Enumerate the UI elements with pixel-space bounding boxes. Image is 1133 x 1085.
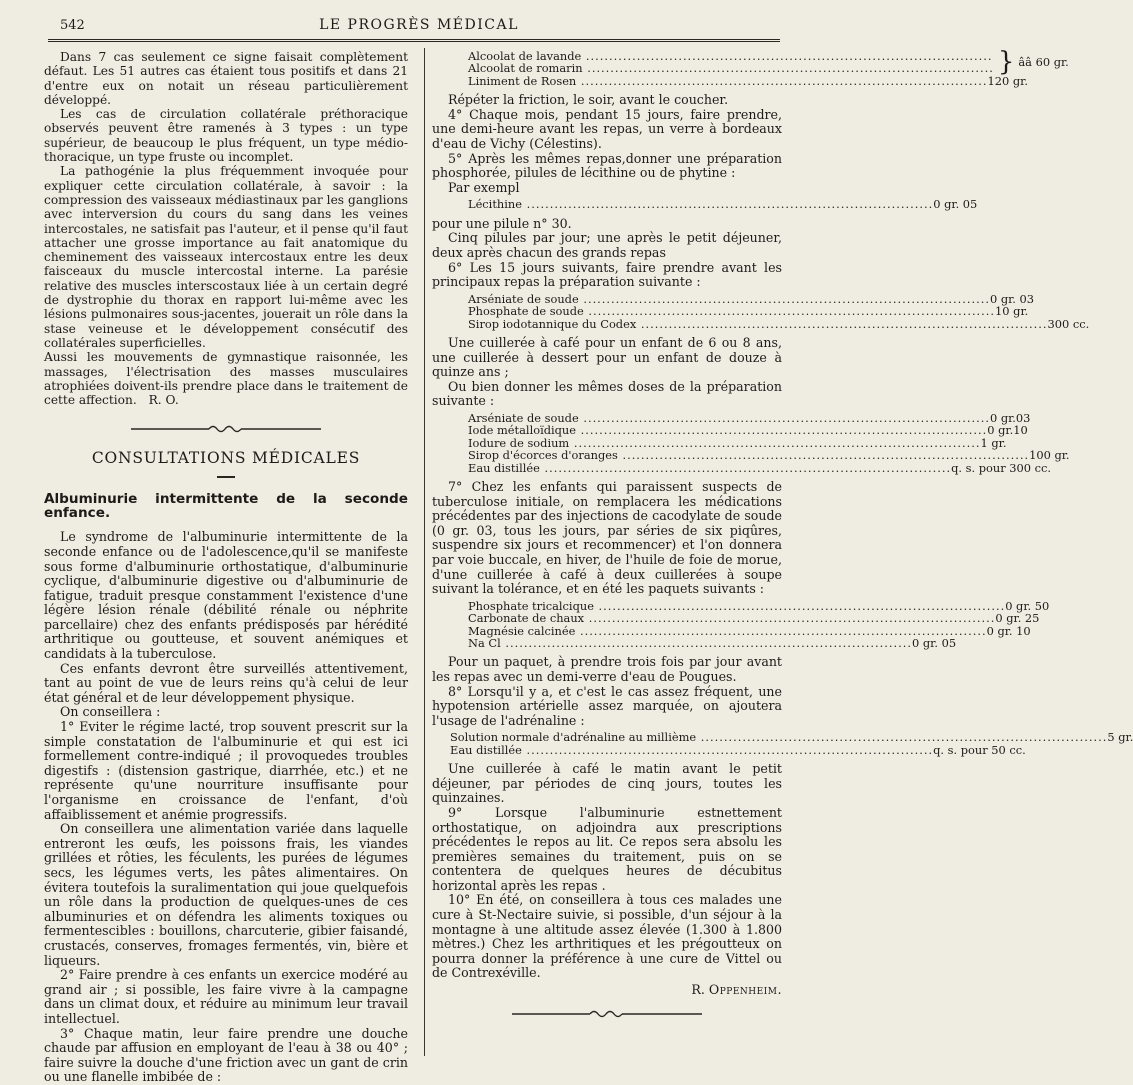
prescription-block <box>450 730 1133 757</box>
intro-paragraph: Aussi les mouvements de gymnastique raisonnée, les massages, l'électrisation des masses musculaires atrophiées doivent-ils prendre place dans le traitement de cette affection. <box>44 350 408 408</box>
prescription-row: Carbonate de chaux ..... 0 gr. 25 <box>468 612 782 624</box>
prescription-item: Alcoolat de lavande ..... <box>468 50 994 62</box>
header-rule <box>48 39 780 42</box>
prescription-item: Alcoolat de romarin ..... <box>468 62 994 74</box>
article-paragraph: Le syndrome de l'albuminurie intermittente de la seconde enfance ou de l'adolescence,qu'il se manifeste sous forme d'albuminurie orthostatique, d'albuminurie cyclique, d'albuminurie digestive ou d'albuminurie de fatigue, traduit presque constamment l'existence d'une légère lésion rénale (débilité rénale ou néphrite parcellaire) chez des enfants prédisposés par hérédité arthritique ou goutteuse, et souvent anémiques et candidats à la tuberculose. <box>44 529 408 662</box>
prescription-block <box>468 197 978 212</box>
prescription-block <box>468 47 1069 88</box>
prescription-block <box>468 291 1090 331</box>
article-paragraph: 7° Chez les enfants qui paraissent suspects de tuberculose initiale, on remplacera les médications précédentes par des injections de cacodylate de soude (0 gr. 03, tous les jours, par séries de six piqûres, suspendre six jours et recommencer) et l'on donnera par voie buccale, en hiver, de l'huile de foie de morue, d'une cuillerée à café à deux cuillerées à soupe suivant la tolérance, et en été les paquets suivants : <box>432 478 782 597</box>
intro-paragraph: Dans 7 cas seulement ce signe faisait complètement défaut. Les 51 autres cas étaient tous positifs et dans 21 d'entre eux on notait un réseau particulièrement développé. <box>44 50 408 107</box>
ornament-divider <box>131 423 321 433</box>
section-title: CONSULTATIONS MÉDICALES <box>91 449 361 468</box>
intro-signature: R. O. <box>148 393 179 408</box>
signature-name: Oppenheim. <box>708 982 782 998</box>
intro-paragraph: La pathogénie la plus fréquemment invoquée pour expliquer cette circulation collatérale, à savoir : la compression des vaisseaux médiastinaux par les ganglions avec interversion du cours du sang dans les veines intercostales, ne satisfait pas l'auteur, et il pense qu'il faut attacher une grosse importance au fait anatomique du cheminement des vaisseaux intercostaux entre les deux faisceaux du muscle intercostal interne. La parésie relative des muscles interscostaux liée à un certain degré de dystrophie du thorax en rapport lui-même avec les lésions pulmonaires sous-jacentes, jouerait un rôle dans la stase veineuse et le développement consécutif des collatérales superficielles. <box>44 164 408 350</box>
prescription-block <box>468 410 1070 475</box>
left-column <box>44 50 408 1085</box>
prescription-row: Iode métalloïdique ..... 0 gr.10 <box>468 424 782 436</box>
article-paragraph: Pour un paquet, à prendre trois fois par jour avant les repas avec un demi-verre d'eau de Pougues. <box>432 654 782 684</box>
article-paragraph: On conseillera : <box>60 704 161 720</box>
prescription-row: Eau distillée ..... q. s. pour 300 cc. <box>468 462 782 474</box>
prescription-row: Liniment de Rosen ..... 120 gr. <box>468 75 782 87</box>
prescription-qty: ââ 60 gr. <box>1018 55 1069 70</box>
prescription-row: Iodure de sodium ..... 1 gr. <box>468 437 782 449</box>
ornament-divider <box>512 1008 702 1018</box>
intro-paragraph: Les cas de circulation collatérale préthoracique observés peuvent être ramenés à 3 types : un type supérieur, de beaucoup le plus fréquent, un type médio-thoracique, un type fruste ou incomplet. <box>44 107 408 165</box>
article-paragraph: pour une pilule n° 30. <box>432 215 572 231</box>
article-paragraph: Ou bien donner les mêmes doses de la préparation suivante : <box>432 378 782 409</box>
signature-initial: R. <box>691 982 705 998</box>
article-paragraph: 9° Lorsque l'albuminurie estnettement orthostatique, on adjoindra aux prescriptions précédentes le repos au lit. Ce repos sera absolu les premières semaines du traitement, puis on se contentera de quelques heures de décubitus horizontal après les repas . <box>432 804 782 893</box>
article-paragraph: 2° Faire prendre à ces enfants un exercice modéré au grand air ; si possible, les faire vivre à la campagne dans un climat doux, et réduire au minimum leur travail intellectuel. <box>44 967 408 1026</box>
prescription-row: Lécithine ..... 0 gr. 05 <box>468 198 782 210</box>
page-header <box>60 16 778 38</box>
article-paragraph: On conseillera une alimentation variée dans laquelle entreront les œufs, les poissons frais, les viandes grillées et rôties, les féculents, les purées de légumes secs, les légumes verts, les pâtes alimentaires. On évitera toutefois la suralimentation qui joue quelquefois un rôle dans la production de quelques-unes de ces albuminuries et on défendra les aliments toxiques ou fermentescibles : bouillons, charcuterie, gibier faisandé, crustacés, conserves, fromages fermentés, vin, bière et liqueurs. <box>44 821 408 968</box>
prescription-row: Solution normale d'adrénaline au millième ..... 5 gr. <box>450 731 782 743</box>
article-paragraph: 6° Les 15 jours suivants, faire prendre avant les principaux repas la préparation suivante : <box>432 259 782 290</box>
article-paragraph: Ces enfants devront être surveillés attentivement, tant au point de vue de leurs reins qu'à celui de leur état général et de leur développement physique. <box>44 660 408 705</box>
prescription-row: Magnésie calcinée ..... 0 gr. 10 <box>468 625 782 637</box>
article-paragraph: 4° Chaque mois, pendant 15 jours, faire prendre, une demi-heure avant les repas, un verre à bordeaux d'eau de Vichy (Célestins). <box>432 106 782 151</box>
prescription-row: Arséniate de soude ..... 0 gr.03 <box>468 412 782 424</box>
right-column <box>432 47 1133 1036</box>
article-paragraph: Une cuillerée à café pour un enfant de 6 ou 8 ans, une cuillerée à dessert pour un enfant de douze à quinze ans ; <box>432 334 782 380</box>
prescription-row: Sirop iodotannique du Codex ..... 300 cc. <box>468 318 782 330</box>
prescription-row: Eau distillée ..... q. s. pour 50 cc. <box>450 744 782 756</box>
article-paragraph: 8° Lorsqu'il y a, et c'est le cas assez fréquent, une hypotension artérielle assez marquée, on ajoutera l'usage de l'adrénaline : <box>432 683 782 728</box>
column-divider <box>424 48 425 1056</box>
article-paragraph: Cinq pilules par jour; une après le petit déjeuner, deux après chacun des grands repas <box>432 230 782 260</box>
prescription-row: Sirop d'écorces d'oranges ..... 100 gr. <box>468 449 782 461</box>
article-paragraph: Une cuillerée à café le matin avant le petit déjeuner, par périodes de cinq jours, toutes les quinzaines. <box>432 761 782 806</box>
prescription-row: Phosphate de soude ..... 10 gr. <box>468 305 782 317</box>
prescription-row: Na Cl ..... 0 gr. 05 <box>468 637 782 649</box>
journal-title: LE PROGRÈS MÉDICAL <box>319 17 519 33</box>
article-paragraph: 3° Chaque matin, leur faire prendre une douche chaude par affusion en employant de l'eau à 38 ou 40° ; faire suivre la douche d'une friction avec un gant de crin ou une flanelle imbibée de : <box>44 1025 408 1085</box>
article-paragraph: Répéter la friction, le soir, avant le coucher. <box>448 92 729 108</box>
section-dash <box>217 476 235 478</box>
page-number: 542 <box>60 18 85 33</box>
author-signature <box>432 983 782 998</box>
prescription-row: Arséniate de soude ..... 0 gr. 03 <box>468 293 782 305</box>
article-subtitle: Albuminurie intermittente de la seconde enfance. <box>44 490 408 522</box>
article-paragraph: 1° Eviter le régime lacté, trop souvent prescrit sur la simple constatation de l'albuminurie et qui est ici formellement contre-indiqué ; il provoquedes troubles digestifs : (distension gastrique, diarrhée, etc.) et ne représente qu'une nourriture insuffisante pour l'organisme en croissance de l'enfant, d'où affaiblissement et anémie progressifs. <box>44 719 408 822</box>
article-paragraph: Par exempl <box>448 179 520 195</box>
prescription-brace-group <box>468 47 1069 78</box>
prescription-block <box>468 598 1050 650</box>
article-paragraph: 5° Après les mêmes repas,donner une préparation phosphorée, pilules de lécithine ou de phytine : <box>432 150 782 181</box>
article-paragraph: 10° En été, on conseillera à tous ces malades une cure à St-Nectaire suivie, si possible, d'un séjour à la montagne à une altitude assez élevée (1.300 à 1.800 mètres.) Chez les arthritiques et les prégoutteux on pourra donner la préférence à une cure de Vittel ou de Contrexéville. <box>432 892 782 981</box>
prescription-row: Phosphate tricalcique ..... 0 gr. 50 <box>468 600 782 612</box>
brace-symbol: } <box>997 47 1015 78</box>
